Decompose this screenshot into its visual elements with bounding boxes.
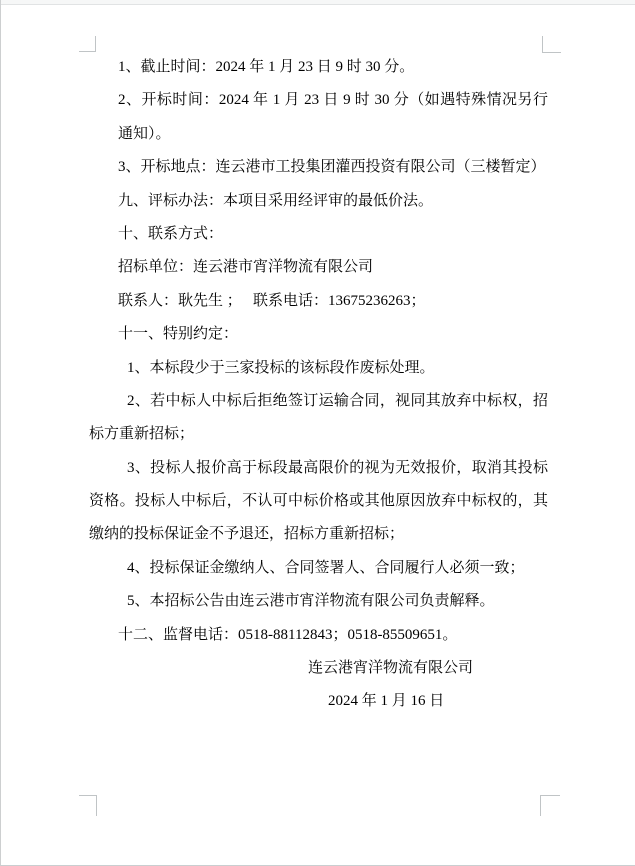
document-body[interactable] (89, 51, 548, 719)
margin-crop-mark-bottom-left (79, 795, 97, 816)
doc-line-signature-company[interactable]: 连云港宵洋物流有限公司 (308, 660, 474, 677)
doc-line-term-3-cont-1[interactable]: 资格。投标人中标后，不认可中标价格或其他原因放弃中标权的，其 (89, 493, 548, 510)
doc-line-open-time[interactable]: 2、开标时间：2024 年 1 月 23 日 9 时 30 分（如遇特殊情况另行 (118, 92, 548, 109)
doc-line-term-5[interactable]: 5、本招标公告由连云港市宵洋物流有限公司负责解释。 (127, 593, 495, 610)
doc-line-special-terms-heading[interactable]: 十一、特别约定： (118, 326, 239, 343)
margin-crop-mark-top-left (79, 36, 96, 52)
doc-line-term-3-cont-2[interactable]: 缴纳的投标保证金不予退还，招标方重新招标； (89, 526, 405, 543)
doc-line-term-3[interactable]: 3、投标人报价高于标段最高限价的视为无效报价，取消其投标 (127, 459, 548, 476)
doc-line-term-2[interactable]: 2、若中标人中标后拒绝签订运输合同，视同其放弃中标权，招 (127, 392, 548, 409)
doc-line-open-place[interactable]: 3、开标地点：连云港市工投集团灌西投资有限公司（三楼暂定） (118, 159, 546, 176)
doc-line-term-2-cont[interactable]: 标方重新招标； (89, 426, 195, 443)
doc-line-contact-heading[interactable]: 十、联系方式： (118, 225, 224, 242)
doc-line-tender-unit[interactable]: 招标单位：连云港市宵洋物流有限公司 (118, 259, 374, 276)
doc-line-term-4[interactable]: 4、投标保证金缴纳人、合同签署人、合同履行人必须一致； (127, 559, 525, 576)
margin-crop-mark-bottom-right (540, 795, 560, 816)
doc-line-deadline-time[interactable]: 1、截止时间：2024 年 1 月 23 日 9 时 30 分。 (118, 59, 415, 75)
doc-line-supervision-phone[interactable]: 十二、监督电话：0518-88112843；0518-85509651。 (118, 626, 458, 643)
page-top-edge (1, 0, 635, 5)
doc-line-evaluation-method[interactable]: 九、评标办法：本项目采用经评审的最低价法。 (118, 192, 434, 209)
doc-line-term-1[interactable]: 1、本标段少于三家投标的该标段作废标处理。 (127, 359, 435, 376)
doc-line-signature-date[interactable]: 2024 年 1 月 16 日 (328, 693, 445, 710)
doc-line-contact-person[interactable]: 联系人：耿先生 ； 联系电话：13675236263； (118, 292, 426, 309)
doc-line-open-time-cont[interactable]: 通知）。 (118, 125, 171, 142)
